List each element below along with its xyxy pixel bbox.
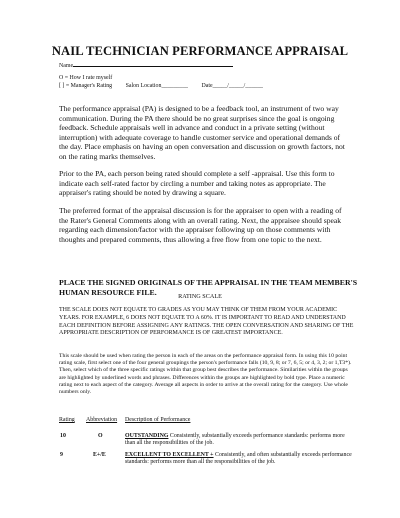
date-field[interactable]: Date_____/_____/______	[201, 83, 263, 89]
row-9-abbr: E+/E	[93, 452, 106, 458]
header-description: Description of Performance	[125, 417, 191, 423]
row-10-rating: 10	[60, 433, 66, 439]
legend-self-rating: O = How I rate myself	[59, 75, 113, 81]
row-9-description: EXCELLENT TO EXCELLENT + Consistently, and often substantially exceeds performance standards: performs more than all the responsibilities of the job.	[125, 452, 352, 466]
self-appraisal-paragraph: Prior to the PA, each person being rated should complete a self -appraisal. Use this form to indicate each self-rated factor by circling a number and taking notes as appropriate. The appraiser's rating should be noted by drawing a square.	[59, 169, 335, 198]
filing-instruction-heading: PLACE THE SIGNED ORIGINALS OF THE APPRAISAL IN THE TEAM MEMBER'S HUMAN RESOURCE FILE.	[59, 278, 358, 297]
legend-manager-rating: [ ] = Manager's Rating	[59, 83, 113, 89]
row-10-abbr: O	[98, 433, 103, 439]
legend-row	[59, 83, 359, 91]
intro-paragraph: The performance appraisal (PA) is designed to be a feedback tool, an instrument of two way communication. During the PA there should be no great surprises since the goal is ongoing feedback. Schedule appraisals well in advance and conduct in a private setting (without interruption) with adequate coverage to handle customer service and operational demands of the day. Place emphasis on having an open conversation and discussion on growth factors, not on the rating marks themselves.	[59, 104, 345, 161]
scale-caps-note: THE SCALE DOES NOT EQUATE TO GRADES AS YOU MAY THINK OF THEM FROM YOUR ACADEMIC YEARS. FOR EXAMPLE, 6 DOES NOT EQUATE TO A 60%. IT IS IMPORTANT TO READ AND UNDERSTAND EACH DEFINITION BEFORE ASSIGNING ANY RATINGS. THE OPEN CONVERSATION AND SHARING OF THE APPROPRIATE DESCRIPTION OF PERFORMANCE IS OF GREATEST IMPORTANCE.	[59, 307, 354, 337]
rating-scale-label: RATING SCALE	[178, 293, 222, 300]
page-title: NAIL TECHNICIAN PERFORMANCE APPRAISAL	[51, 44, 349, 58]
header-rating: Rating	[59, 417, 75, 423]
name-label: Name	[59, 63, 74, 69]
name-line	[73, 61, 233, 67]
salon-location-field[interactable]: Salon Location_________	[125, 83, 188, 89]
row-10-description: OUTSTANDING Consistently, substantially exceeds performance standards: performs more than all the responsibilities of the job.	[125, 433, 345, 447]
format-paragraph: The preferred format of the appraisal discussion is for the appraiser to open with a reading of the Rater's General Comments along with an overall rating. Next, the appraisee should speak regarding each dimension/factor with the appraiser following up on those comments with thoughts and prepared comments, thus allowing a free flow from one topic to the next.	[59, 206, 342, 244]
row-9-rating: 9	[60, 452, 63, 458]
scale-explanation: This scale should be used when rating the person in each of the areas on the performance appraisal form. In using this 10 point rating scale, first select one of the four general groupings the person's performance falls (10, 9, 8; or 7, 6, 5; or 4, 3, 2; or 1,T3*). Then, select which of the three specific ratings within that group best describes the performance. Similarities within the groups are highlighted by underlined words and phrases. Differences within the groups are highlighted by bold type. Place a numeric rating next to each aspect of the category. Average all aspects in order to arrive at the overall rating for the category. Use whole numbers only.	[59, 353, 352, 396]
header-abbreviation: Abbreviation	[86, 417, 118, 423]
name-field[interactable]	[59, 61, 233, 71]
